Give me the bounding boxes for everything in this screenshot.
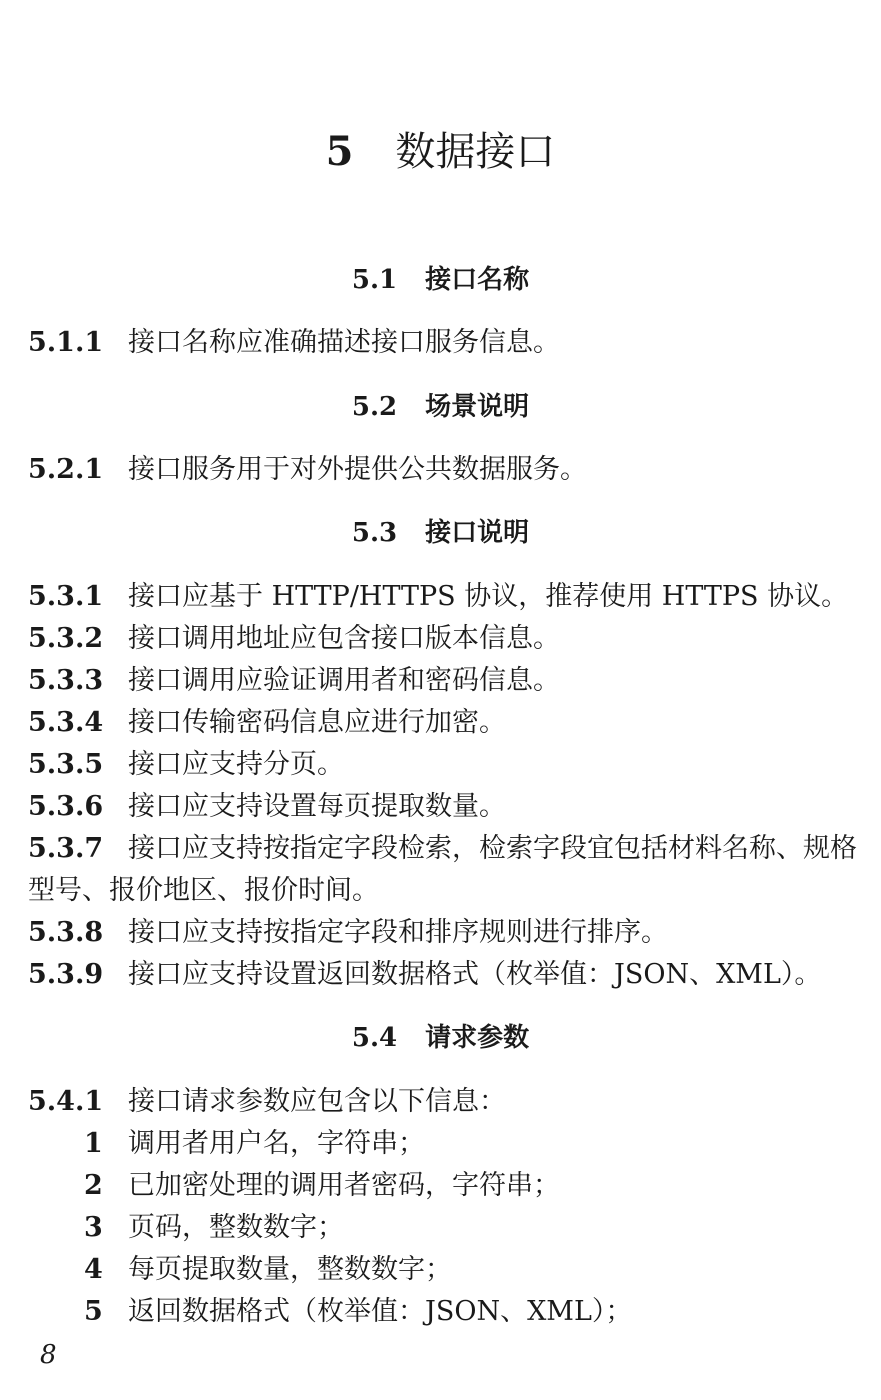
- clause-text: 接口应支持设置返回数据格式（枚举值：JSON、XML）。: [128, 959, 822, 990]
- section-title: 接口名称: [425, 265, 530, 295]
- clause-text: 接口请求参数应包含以下信息：: [128, 1086, 506, 1117]
- chapter-number: 5: [325, 128, 354, 175]
- section-heading-5-4: [0, 1020, 881, 1056]
- chapter-title: 数据接口: [395, 129, 556, 175]
- clause-number: 5.3.4: [28, 707, 104, 738]
- clause-5-3-7: [28, 828, 868, 912]
- list-item-text: 调用者用户名，字符串；: [128, 1128, 425, 1159]
- list-item: [84, 1291, 864, 1333]
- clause-number: 5.3.7: [28, 833, 104, 864]
- clause-5-3-6: [28, 786, 868, 828]
- list-item-number: 2: [84, 1170, 103, 1201]
- clause-text: 接口应基于 HTTP/HTTPS 协议，推荐使用 HTTPS 协议。: [128, 581, 849, 612]
- list-item-text: 页码，整数数字；: [128, 1212, 344, 1243]
- list-item-text: 每页提取数量，整数数字；: [128, 1254, 452, 1285]
- clause-5-4-1: [28, 1081, 868, 1123]
- list-item: [84, 1249, 864, 1291]
- clause-text: 接口调用地址应包含接口版本信息。: [128, 623, 560, 654]
- section-title: 接口说明: [425, 518, 530, 548]
- list-item: [84, 1123, 864, 1165]
- list-item: [84, 1165, 864, 1207]
- clause-5-1-1: [28, 322, 868, 364]
- clause-number: 5.3.1: [28, 581, 104, 612]
- list-item-number: 4: [84, 1254, 103, 1285]
- clause-text: 接口调用应验证调用者和密码信息。: [128, 665, 560, 696]
- section-number: 5.1: [351, 265, 398, 295]
- clause-5-3-3: [28, 660, 868, 702]
- clause-number: 5.3.6: [28, 791, 104, 822]
- clause-number: 5.4.1: [28, 1086, 104, 1117]
- section-number: 5.3: [351, 518, 398, 548]
- clause-5-3-4: [28, 702, 868, 744]
- list-item: [84, 1207, 864, 1249]
- clause-text: 接口服务用于对外提供公共数据服务。: [128, 454, 587, 485]
- clause-text: 接口应支持按指定字段和排序规则进行排序。: [128, 917, 668, 948]
- clause-text: 接口应支持设置每页提取数量。: [128, 791, 506, 822]
- clause-5-3-8: [28, 912, 868, 954]
- section-heading-5-3: [0, 515, 881, 551]
- section-heading-5-1: [0, 262, 881, 298]
- page-number: 8: [40, 1340, 57, 1370]
- list-item-number: 3: [84, 1212, 103, 1243]
- section-title: 场景说明: [425, 392, 530, 422]
- clause-number: 5.2.1: [28, 454, 104, 485]
- list-item-number: 1: [84, 1128, 103, 1159]
- list-item-text: 已加密处理的调用者密码，字符串；: [128, 1170, 560, 1201]
- clause-number: 5.3.8: [28, 917, 104, 948]
- clause-text: 接口名称应准确描述接口服务信息。: [128, 327, 560, 358]
- section-number: 5.2: [351, 392, 398, 422]
- clause-number: 5.3.2: [28, 623, 104, 654]
- clause-number: 5.1.1: [28, 327, 104, 358]
- section-number: 5.4: [351, 1023, 398, 1053]
- clause-text: 接口应支持按指定字段检索，检索字段宜包括材料名称、规格型号、报价地区、报价时间。: [28, 833, 857, 906]
- clause-number: 5.3.5: [28, 749, 104, 780]
- list-item-number: 5: [84, 1296, 103, 1327]
- clause-5-3-9: [28, 954, 868, 996]
- list-item-text: 返回数据格式（枚举值：JSON、XML）；: [128, 1296, 633, 1327]
- clause-text: 接口应支持分页。: [128, 749, 344, 780]
- clause-number: 5.3.9: [28, 959, 104, 990]
- clause-number: 5.3.3: [28, 665, 104, 696]
- clause-5-3-5: [28, 744, 868, 786]
- clause-5-3-1: [28, 576, 868, 618]
- clause-5-2-1: [28, 449, 868, 491]
- section-heading-5-2: [0, 389, 881, 425]
- clause-5-3-2: [28, 618, 868, 660]
- clause-text: 接口传输密码信息应进行加密。: [128, 707, 506, 738]
- section-title: 请求参数: [425, 1023, 530, 1053]
- chapter-heading: [0, 124, 881, 180]
